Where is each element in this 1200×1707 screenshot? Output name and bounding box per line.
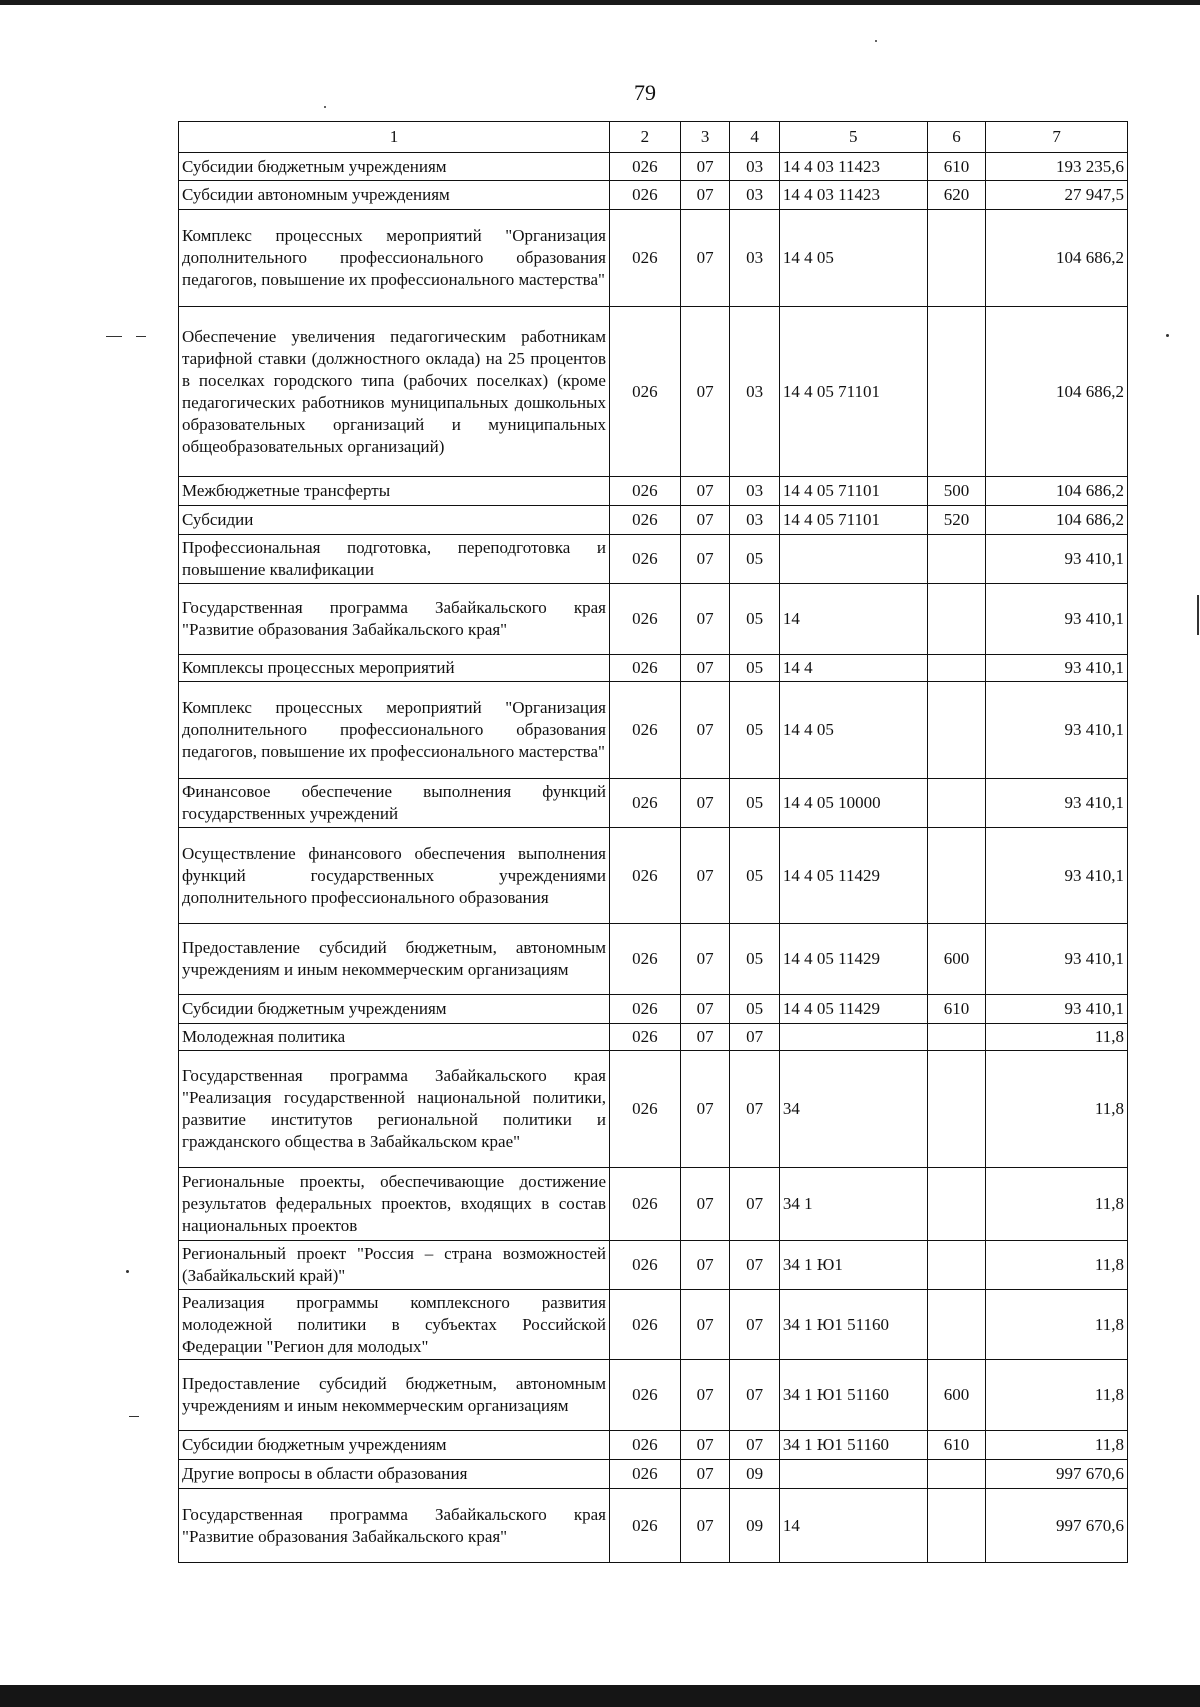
row-code-subsection: 07	[730, 1431, 780, 1460]
row-code-subsection: 03	[730, 506, 780, 535]
table-row	[179, 828, 1128, 924]
row-code-section: 07	[680, 1360, 730, 1431]
row-code-subsection: 05	[730, 779, 780, 828]
row-code-section: 07	[680, 1431, 730, 1460]
row-code-target: 14 4 05	[779, 682, 927, 779]
row-code-expense-type: 620	[927, 181, 986, 210]
row-name: Государственная программа Забайкальского края "Реализация государственной национальной политики, развитие институтов региональной политики и гражданского общества в Забайкальском крае"	[179, 1051, 610, 1168]
row-amount: 997 670,6	[986, 1489, 1128, 1563]
row-code-target: 34	[779, 1051, 927, 1168]
row-code-expense-type	[927, 682, 986, 779]
row-code-ministry: 026	[609, 828, 680, 924]
column-header: 1	[179, 122, 610, 153]
row-code-subsection: 05	[730, 828, 780, 924]
table-row	[179, 1360, 1128, 1431]
row-code-ministry: 026	[609, 924, 680, 995]
row-amount: 93 410,1	[986, 584, 1128, 655]
table-row	[179, 1489, 1128, 1563]
row-code-section: 07	[680, 1241, 730, 1290]
table-row	[179, 1290, 1128, 1360]
row-code-expense-type: 610	[927, 153, 986, 181]
row-amount: 11,8	[986, 1360, 1128, 1431]
table-row	[179, 1051, 1128, 1168]
row-amount: 93 410,1	[986, 995, 1128, 1024]
row-code-target: 14 4 05 11429	[779, 924, 927, 995]
scan-mark	[1166, 334, 1169, 337]
table-row	[179, 1168, 1128, 1241]
row-code-target	[779, 1024, 927, 1051]
budget-table	[178, 121, 1128, 1563]
row-code-ministry: 026	[609, 682, 680, 779]
row-code-section: 07	[680, 181, 730, 210]
row-code-subsection: 09	[730, 1460, 780, 1489]
row-name: Субсидии бюджетным учреждениям	[179, 153, 610, 181]
row-code-section: 07	[680, 682, 730, 779]
row-code-subsection: 03	[730, 477, 780, 506]
row-code-ministry: 026	[609, 1489, 680, 1563]
row-amount: 104 686,2	[986, 307, 1128, 477]
row-code-section: 07	[680, 1051, 730, 1168]
row-code-subsection: 03	[730, 181, 780, 210]
row-code-target: 14 4 05 71101	[779, 506, 927, 535]
row-code-expense-type: 610	[927, 995, 986, 1024]
row-name: Предоставление субсидий бюджетным, автономным учреждениям и иным некоммерческим организациям	[179, 1360, 610, 1431]
row-code-section: 07	[680, 584, 730, 655]
row-code-ministry: 026	[609, 506, 680, 535]
row-name: Субсидии автономным учреждениям	[179, 181, 610, 210]
row-code-section: 07	[680, 477, 730, 506]
row-name: Молодежная политика	[179, 1024, 610, 1051]
row-code-expense-type	[927, 535, 986, 584]
row-code-target: 34 1	[779, 1168, 927, 1241]
row-code-ministry: 026	[609, 1460, 680, 1489]
row-amount: 93 410,1	[986, 535, 1128, 584]
row-name: Субсидии	[179, 506, 610, 535]
row-amount: 104 686,2	[986, 477, 1128, 506]
row-code-ministry: 026	[609, 584, 680, 655]
row-name: Региональный проект "Россия – страна возможностей (Забайкальский край)"	[179, 1241, 610, 1290]
row-amount: 93 410,1	[986, 655, 1128, 682]
row-name: Межбюджетные трансферты	[179, 477, 610, 506]
row-name: Государственная программа Забайкальского края "Развитие образования Забайкальского края"	[179, 584, 610, 655]
scan-bottom-edge	[0, 1685, 1200, 1707]
row-code-expense-type: 500	[927, 477, 986, 506]
row-amount: 11,8	[986, 1168, 1128, 1241]
row-code-section: 07	[680, 924, 730, 995]
row-amount: 27 947,5	[986, 181, 1128, 210]
row-code-target: 34 1 Ю1	[779, 1241, 927, 1290]
row-code-expense-type	[927, 1051, 986, 1168]
row-code-section: 07	[680, 995, 730, 1024]
column-header: 6	[927, 122, 986, 153]
row-code-target: 14 4 03 11423	[779, 153, 927, 181]
table-row	[179, 995, 1128, 1024]
table-row	[179, 1024, 1128, 1051]
row-code-expense-type: 520	[927, 506, 986, 535]
row-code-subsection: 05	[730, 682, 780, 779]
row-code-target: 14 4 05 10000	[779, 779, 927, 828]
table-row	[179, 924, 1128, 995]
scan-mark	[324, 106, 326, 108]
row-code-target: 14 4 05 11429	[779, 828, 927, 924]
row-code-expense-type	[927, 1024, 986, 1051]
column-header: 3	[680, 122, 730, 153]
table-row	[179, 210, 1128, 307]
row-code-subsection: 03	[730, 307, 780, 477]
scan-mark	[126, 1270, 129, 1273]
row-amount: 11,8	[986, 1241, 1128, 1290]
row-code-section: 07	[680, 1168, 730, 1241]
row-code-expense-type	[927, 584, 986, 655]
row-code-ministry: 026	[609, 477, 680, 506]
row-name: Субсидии бюджетным учреждениям	[179, 995, 610, 1024]
scan-mark	[875, 40, 877, 42]
row-code-section: 07	[680, 535, 730, 584]
row-code-expense-type	[927, 828, 986, 924]
scan-mark	[106, 336, 122, 337]
row-code-subsection: 07	[730, 1360, 780, 1431]
scan-mark	[136, 336, 146, 337]
row-amount: 11,8	[986, 1290, 1128, 1360]
row-code-subsection: 07	[730, 1051, 780, 1168]
column-header: 5	[779, 122, 927, 153]
row-code-target	[779, 1460, 927, 1489]
row-code-section: 07	[680, 1460, 730, 1489]
row-code-subsection: 03	[730, 210, 780, 307]
row-code-section: 07	[680, 655, 730, 682]
row-code-target: 14 4 05	[779, 210, 927, 307]
table-row	[179, 307, 1128, 477]
table-row	[179, 1460, 1128, 1489]
row-code-section: 07	[680, 153, 730, 181]
row-code-section: 07	[680, 210, 730, 307]
row-code-subsection: 07	[730, 1168, 780, 1241]
row-name: Финансовое обеспечение выполнения функций государственных учреждений	[179, 779, 610, 828]
column-header: 7	[986, 122, 1128, 153]
row-code-ministry: 026	[609, 1051, 680, 1168]
row-name: Региональные проекты, обеспечивающие достижение результатов федеральных проектов, входящих в состав национальных проектов	[179, 1168, 610, 1241]
row-code-target: 14 4	[779, 655, 927, 682]
table-row	[179, 584, 1128, 655]
row-name: Предоставление субсидий бюджетным, автономным учреждениям и иным некоммерческим организациям	[179, 924, 610, 995]
row-code-target: 34 1 Ю1 51160	[779, 1360, 927, 1431]
row-code-expense-type: 600	[927, 1360, 986, 1431]
row-code-subsection: 07	[730, 1024, 780, 1051]
column-header: 4	[730, 122, 780, 153]
row-code-expense-type	[927, 1241, 986, 1290]
row-code-section: 07	[680, 779, 730, 828]
row-code-target	[779, 535, 927, 584]
row-code-expense-type	[927, 779, 986, 828]
scan-mark	[129, 1416, 139, 1417]
row-code-expense-type	[927, 655, 986, 682]
row-amount: 104 686,2	[986, 210, 1128, 307]
row-name: Государственная программа Забайкальского края "Развитие образования Забайкальского края"	[179, 1489, 610, 1563]
row-amount: 11,8	[986, 1024, 1128, 1051]
row-code-section: 07	[680, 307, 730, 477]
table-row	[179, 779, 1128, 828]
table-row	[179, 477, 1128, 506]
row-code-target: 34 1 Ю1 51160	[779, 1431, 927, 1460]
row-code-subsection: 05	[730, 584, 780, 655]
row-code-section: 07	[680, 1489, 730, 1563]
row-code-ministry: 026	[609, 535, 680, 584]
row-code-target: 14	[779, 1489, 927, 1563]
scan-top-edge	[0, 0, 1200, 5]
row-code-expense-type	[927, 1168, 986, 1241]
row-code-section: 07	[680, 506, 730, 535]
row-code-subsection: 05	[730, 655, 780, 682]
scan-mark	[1197, 595, 1199, 635]
row-code-target: 14 4 03 11423	[779, 181, 927, 210]
table-row	[179, 1431, 1128, 1460]
row-code-expense-type: 600	[927, 924, 986, 995]
row-code-ministry: 026	[609, 181, 680, 210]
row-code-ministry: 026	[609, 1168, 680, 1241]
row-code-ministry: 026	[609, 1290, 680, 1360]
row-code-ministry: 026	[609, 995, 680, 1024]
row-code-ministry: 026	[609, 1431, 680, 1460]
column-header: 2	[609, 122, 680, 153]
table-row	[179, 181, 1128, 210]
row-code-ministry: 026	[609, 1024, 680, 1051]
row-code-ministry: 026	[609, 153, 680, 181]
table-row	[179, 682, 1128, 779]
row-code-section: 07	[680, 1024, 730, 1051]
row-name: Реализация программы комплексного развития молодежной политики в субъектах Российской Федерации "Регион для молодых"	[179, 1290, 610, 1360]
row-amount: 93 410,1	[986, 779, 1128, 828]
row-amount: 93 410,1	[986, 682, 1128, 779]
row-name: Профессиональная подготовка, переподготовка и повышение квалификации	[179, 535, 610, 584]
row-code-expense-type	[927, 210, 986, 307]
row-code-subsection: 09	[730, 1489, 780, 1563]
row-code-target: 14	[779, 584, 927, 655]
row-code-expense-type: 610	[927, 1431, 986, 1460]
row-name: Осуществление финансового обеспечения выполнения функций государственных учреждениями дополнительного профессионального образования	[179, 828, 610, 924]
row-code-expense-type	[927, 1290, 986, 1360]
row-code-target: 14 4 05 71101	[779, 307, 927, 477]
row-code-expense-type	[927, 1460, 986, 1489]
row-code-expense-type	[927, 307, 986, 477]
row-code-ministry: 026	[609, 210, 680, 307]
row-amount: 104 686,2	[986, 506, 1128, 535]
table-row	[179, 655, 1128, 682]
row-code-section: 07	[680, 828, 730, 924]
table-row	[179, 1241, 1128, 1290]
row-name: Субсидии бюджетным учреждениям	[179, 1431, 610, 1460]
row-code-ministry: 026	[609, 779, 680, 828]
row-code-subsection: 05	[730, 535, 780, 584]
row-code-subsection: 03	[730, 153, 780, 181]
row-code-subsection: 05	[730, 924, 780, 995]
row-amount: 193 235,6	[986, 153, 1128, 181]
page-number: 79	[634, 80, 656, 105]
row-name: Комплекс процессных мероприятий "Организация дополнительного профессионального образования педагогов, повышение их профессионального мастерства"	[179, 682, 610, 779]
row-name: Другие вопросы в области образования	[179, 1460, 610, 1489]
table-row	[179, 506, 1128, 535]
row-code-target: 14 4 05 11429	[779, 995, 927, 1024]
table-row	[179, 535, 1128, 584]
row-code-ministry: 026	[609, 655, 680, 682]
row-code-ministry: 026	[609, 307, 680, 477]
row-code-section: 07	[680, 1290, 730, 1360]
row-code-ministry: 026	[609, 1241, 680, 1290]
row-amount: 11,8	[986, 1431, 1128, 1460]
row-code-target: 34 1 Ю1 51160	[779, 1290, 927, 1360]
row-name: Комплексы процессных мероприятий	[179, 655, 610, 682]
row-code-target: 14 4 05 71101	[779, 477, 927, 506]
table-row	[179, 153, 1128, 181]
row-code-subsection: 05	[730, 995, 780, 1024]
header-row	[179, 122, 1128, 153]
row-amount: 93 410,1	[986, 828, 1128, 924]
row-code-expense-type	[927, 1489, 986, 1563]
row-amount: 11,8	[986, 1051, 1128, 1168]
row-name: Комплекс процессных мероприятий "Организация дополнительного профессионального образования педагогов, повышение их профессионального мастерства"	[179, 210, 610, 307]
row-code-subsection: 07	[730, 1290, 780, 1360]
row-code-subsection: 07	[730, 1241, 780, 1290]
row-amount: 997 670,6	[986, 1460, 1128, 1489]
row-name: Обеспечение увеличения педагогическим работникам тарифной ставки (должностного оклада) на 25 процентов в поселках городского типа (рабочих поселках) (кроме педагогических работников муниципальных дошкольных образовательных организаций и муниципальных общеобразовательных организаций)	[179, 307, 610, 477]
row-code-ministry: 026	[609, 1360, 680, 1431]
row-amount: 93 410,1	[986, 924, 1128, 995]
